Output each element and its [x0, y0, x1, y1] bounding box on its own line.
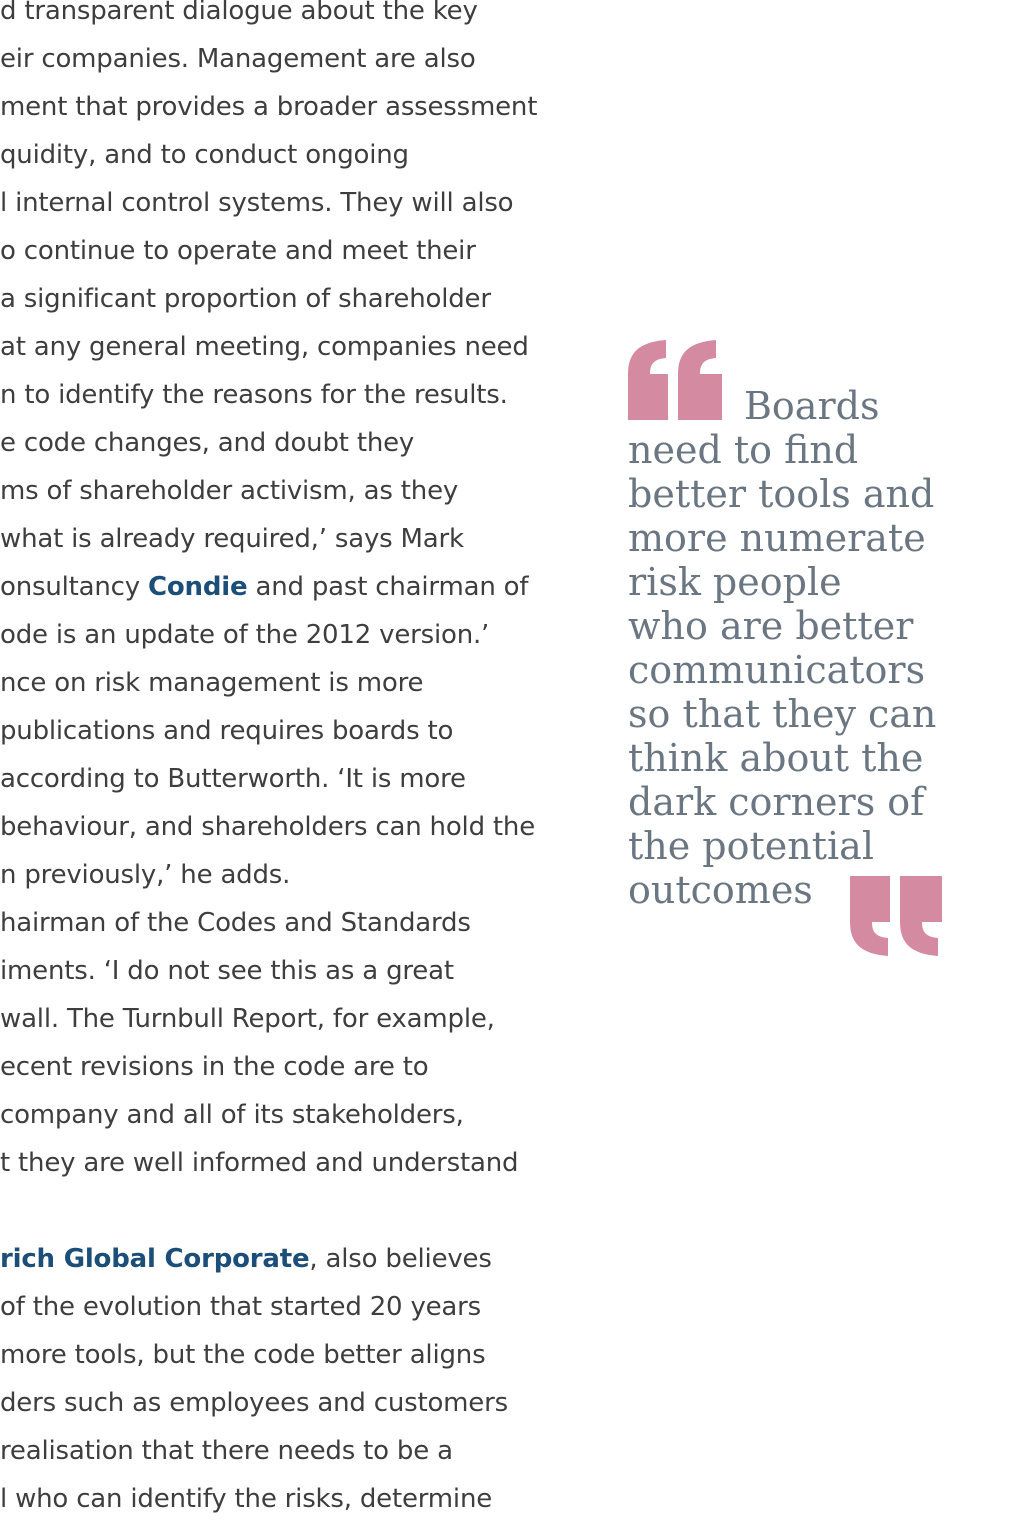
article-line [0, 851, 600, 899]
company-name-highlight: Condie [148, 572, 248, 602]
article-line-text: eir companies. Management are also [0, 44, 476, 74]
pull-quote [628, 338, 1008, 912]
article-line [0, 1427, 600, 1475]
article-line-text: , also believes [309, 1244, 492, 1274]
article-line-text: ode is an update of the 2012 version.’ [0, 620, 490, 650]
article-line-text: at any general meeting, companies need [0, 332, 529, 362]
article-line [0, 1187, 600, 1235]
article-line-text: company and all of its stakeholders, [0, 1100, 464, 1130]
article-line-text: d transparent dialogue about the key [0, 0, 478, 26]
pull-quote-line: dark corners of [628, 780, 925, 824]
close-quote-icon [848, 876, 944, 956]
article-line-text: n to identify the reasons for the results. [0, 380, 508, 410]
article-line-text: ders such as employees and customers [0, 1388, 508, 1418]
article-line [0, 227, 600, 275]
article-line-text: l who can identify the risks, determine [0, 1484, 493, 1514]
article-line-text: l internal control systems. They will also [0, 188, 514, 218]
article-line-text: ment that provides a broader assessment [0, 92, 538, 122]
pull-quote-line: think about the [628, 736, 924, 780]
article-line-text: of the evolution that started 20 years [0, 1292, 482, 1322]
article-line-text: quidity, and to conduct ongoing [0, 140, 409, 170]
pull-quote-line: better tools and [628, 472, 935, 516]
article-line [0, 371, 600, 419]
article-line-text: what is already required,’ says Mark [0, 524, 464, 554]
pull-quote-line: the potential [628, 824, 874, 868]
article-line [0, 659, 600, 707]
article-line [0, 1091, 600, 1139]
article-line [0, 467, 600, 515]
article-line [0, 35, 600, 83]
article-line [0, 707, 600, 755]
article-line [0, 131, 600, 179]
article-line-text: a significant proportion of shareholder [0, 284, 491, 314]
article-line-text: e code changes, and doubt they [0, 428, 415, 458]
article-line [0, 1379, 600, 1427]
article-line [0, 563, 600, 611]
article-line [0, 611, 600, 659]
article-line [0, 1283, 600, 1331]
article-line-text: iments. ‘I do not see this as a great [0, 956, 454, 986]
article-line-text: and past chairman of [247, 572, 529, 602]
article-line-text: t they are well informed and understand [0, 1148, 519, 1178]
article-line-text: hairman of the Codes and Standards [0, 908, 471, 938]
article-line [0, 515, 600, 563]
pull-quote-line: more numerate [628, 516, 926, 560]
article-line [0, 0, 600, 35]
company-name-highlight: rich Global Corporate [0, 1244, 310, 1274]
article-line-text: according to Butterworth. ‘It is more [0, 764, 466, 794]
article-line [0, 1043, 600, 1091]
article-line [0, 1139, 600, 1187]
article-line [0, 179, 600, 227]
article-line [0, 419, 600, 467]
article-line [0, 755, 600, 803]
pull-quote-line: need to find [628, 428, 859, 472]
article-line [0, 1331, 600, 1379]
article-line [0, 323, 600, 371]
article-line [0, 1235, 600, 1283]
article-line [0, 275, 600, 323]
article-line-text: onsultancy [0, 572, 148, 602]
pull-quote-line: who are better [628, 604, 914, 648]
article-line [0, 995, 600, 1043]
article-line [0, 803, 600, 851]
article-line-text: ms of shareholder activism, as they [0, 476, 459, 506]
article-line-text: n previously,’ he adds. [0, 860, 291, 890]
pull-quote-line: so that they can [628, 692, 937, 736]
pull-quote-line: Boards [744, 384, 880, 428]
pull-quote-line: communicators [628, 648, 926, 692]
article-line-text: publications and requires boards to [0, 716, 454, 746]
article-line-text: wall. The Turnbull Report, for example, [0, 1004, 495, 1034]
article-line-text: more tools, but the code better aligns [0, 1340, 486, 1370]
article-line-text: realisation that there needs to be a [0, 1436, 453, 1466]
article-line-text: nce on risk management is more [0, 668, 424, 698]
pull-quote-line: risk people [628, 560, 842, 604]
pull-quote-line: outcomes [628, 868, 813, 912]
article-line [0, 947, 600, 995]
article-line-text: behaviour, and shareholders can hold the [0, 812, 536, 842]
article-line [0, 899, 600, 947]
article-line-text: ecent revisions in the code are to [0, 1052, 429, 1082]
article-line-text: o continue to operate and meet their [0, 236, 476, 266]
article-line [0, 1475, 600, 1523]
article-line [0, 83, 600, 131]
